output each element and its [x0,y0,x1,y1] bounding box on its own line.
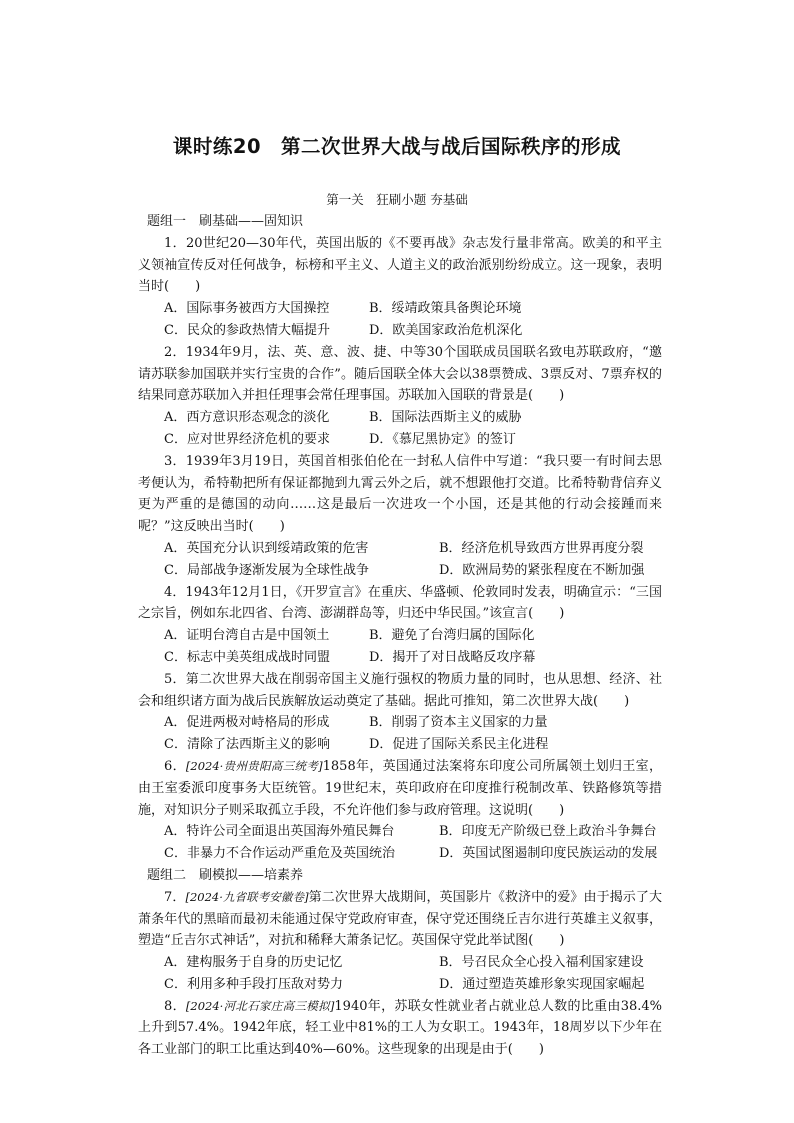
answer-option: B．号召民众全心投入福利国家建设 [439,955,644,971]
answer-option: B．经济危机导致西方世界再度分裂 [439,540,644,556]
answer-option: A．国际事务被西方大国操控 [164,301,330,317]
question-source: [2024·九省联考安徽卷] [185,889,309,904]
question-stem [138,342,662,407]
question-stem [138,669,662,713]
option-row [138,734,662,756]
question-number: 1． [164,235,186,251]
option-row [138,560,662,582]
option-row [138,429,662,451]
option-row [138,320,662,342]
answer-option: C．非暴力不合作运动严重危及英国统治 [164,846,395,862]
answer-option: A．建构服务于自身的历史记忆 [164,955,343,971]
page-title: 课时练20 第二次世界大战与战后国际秩序的形成 [172,135,622,158]
answer-option: B．削弱了资本主义国家的力量 [369,715,548,731]
question-stem [138,887,662,952]
option-row [138,843,662,865]
question-text: 1858年，英国通过法案将东印度公司所属领土划归王室，由王室委派印度事务大臣统管。19世纪末，英印政府在印度推行税制改革、铁路修筑等措施，对知识分子则采取孤立手段，不允许他们参与政府管理。这说明( ) [138,758,662,818]
question-text: 20世纪20—30年代，英国出版的《不要再战》杂志发行量非常高。欧美的和平主义领袖宣传反对任何战争，标榜和平主义、人道主义的政治派别纷纷成立。这一现象，表明当时( ) [138,235,662,295]
option-row [138,712,662,734]
question-stem [138,996,662,1061]
answer-option: D．通过塑造英雄形象实现国家崛起 [439,976,645,992]
answer-option: C．清除了法西斯主义的影响 [164,737,330,753]
option-row [138,407,662,429]
question-stem [138,582,662,626]
question-text: 1939年3月19日，英国首相张伯伦在一封私人信件中写道：“我只要一有时间去思考便认为，希特勒把所有保证都抛到九霄云外之后，就不想跟他打交道。比希特勒背信弃义更为严重的是德国的动向……这是最后一次进攻一个小国，还是其他的行动会接踵而来呢？”这反映出当时( ) [138,453,662,535]
answer-option: C．利用多种手段打压敌对势力 [164,976,343,992]
question-stem [138,233,662,298]
question-number: 2． [164,344,186,360]
question-list [138,211,662,1061]
question-text: 1940年，苏联女性就业者占就业总人数的比重由38.4%上升到57.4%。1942年底，轻工业中81%的工人为女职工。1943年，18周岁以下少年在各工业部门的职工比重达到40%—60%。这些现象的出现是由于( ) [138,998,662,1058]
question-text: 1943年12月1日，《开罗宣言》在重庆、华盛顿、伦敦同时发表，明确宣示：“三国之宗旨，例如东北四省、台湾、澎湖群岛等，归还中华民国。”该宣言( ) [138,584,662,622]
question-number: 6． [164,758,186,774]
question-number: 5． [164,671,186,687]
answer-option: C．民众的参政热情大幅提升 [164,322,330,338]
question-text: 1934年9月，法、英、意、波、捷、中等30个国联成员国联名致电苏联政府，“邀请苏联参加国联并实行宝贵的合作”。随后国联全体大会以38票赞成、3票反对、7票弃权的结果同意苏联加入并担任理事会常任理事国。苏联加入国联的背景是( ) [138,344,662,404]
answer-option: B．国际法西斯主义的威胁 [369,410,522,426]
group-heading: 题组一 刷基础——固知识 [147,214,304,229]
question-source: [2024·河北石家庄高三模拟] [185,998,335,1013]
answer-option: A．证明台湾自古是中国领土 [164,628,330,644]
answer-option: D．欧美国家政治危机深化 [369,322,523,338]
option-row [138,538,662,560]
option-row [138,821,662,843]
option-row [138,974,662,996]
question-number: 4． [164,584,186,600]
answer-option: B．绥靖政策具备舆论环境 [369,301,522,317]
question-source: [2024·贵州贵阳高三统考] [185,758,323,773]
answer-option: B．避免了台湾归属的国际化 [369,628,535,644]
answer-option: D．促进了国际关系民主化进程 [369,737,549,753]
option-row [138,298,662,320]
question-text: 第二次世界大战在削弱帝国主义施行强权的物质力量的同时，也从思想、经济、社会和组织诸方面为战后民族解放运动奠定了基础。据此可推知，第二次世界大战( ) [138,671,662,709]
group-heading: 题组二 刷模拟——培素养 [147,867,304,883]
answer-option: C．应对世界经济危机的要求 [164,431,330,447]
answer-option: D．《慕尼黑协定》的签订 [369,431,516,447]
question-number: 8． [164,998,186,1014]
answer-option: A．特许公司全面退出英国海外殖民舞台 [164,824,395,840]
option-row [138,952,662,974]
answer-option: D．英国试图遏制印度民族运动的发展 [439,846,658,862]
option-row [138,625,662,647]
answer-option: C．标志中美英组成战时同盟 [164,649,330,665]
answer-option: B．印度无产阶级已登上政治斗争舞台 [439,824,657,840]
question-text: 第二次世界大战期间，英国影片《救济中的爱》由于揭示了大萧条年代的黑暗而最初未能通过保守党政府审查，保守党还围绕丘吉尔进行英雄主义叙事，塑造“丘吉尔式神话”，对抗和稀释大萧条记忆。英国保守党此举试图( ) [138,889,662,949]
question-number: 3． [164,453,186,469]
question-number: 7． [164,889,186,905]
answer-option: A．英国充分认识到绥靖政策的危害 [164,540,369,556]
question-stem [138,451,662,538]
answer-option: C．局部战争逐渐发展为全球性战争 [164,562,369,578]
answer-option: A．促进两极对峙格局的形成 [164,715,330,731]
answer-option: D．揭开了对日战略反攻序幕 [369,649,536,665]
section-heading: 第一关 狂刷小题 夯基础 [326,192,468,207]
question-stem [138,756,662,821]
answer-option: D．欧洲局势的紧张程度在不断加强 [439,562,645,578]
option-row [138,647,662,669]
answer-option: A．西方意识形态观念的淡化 [164,410,330,426]
